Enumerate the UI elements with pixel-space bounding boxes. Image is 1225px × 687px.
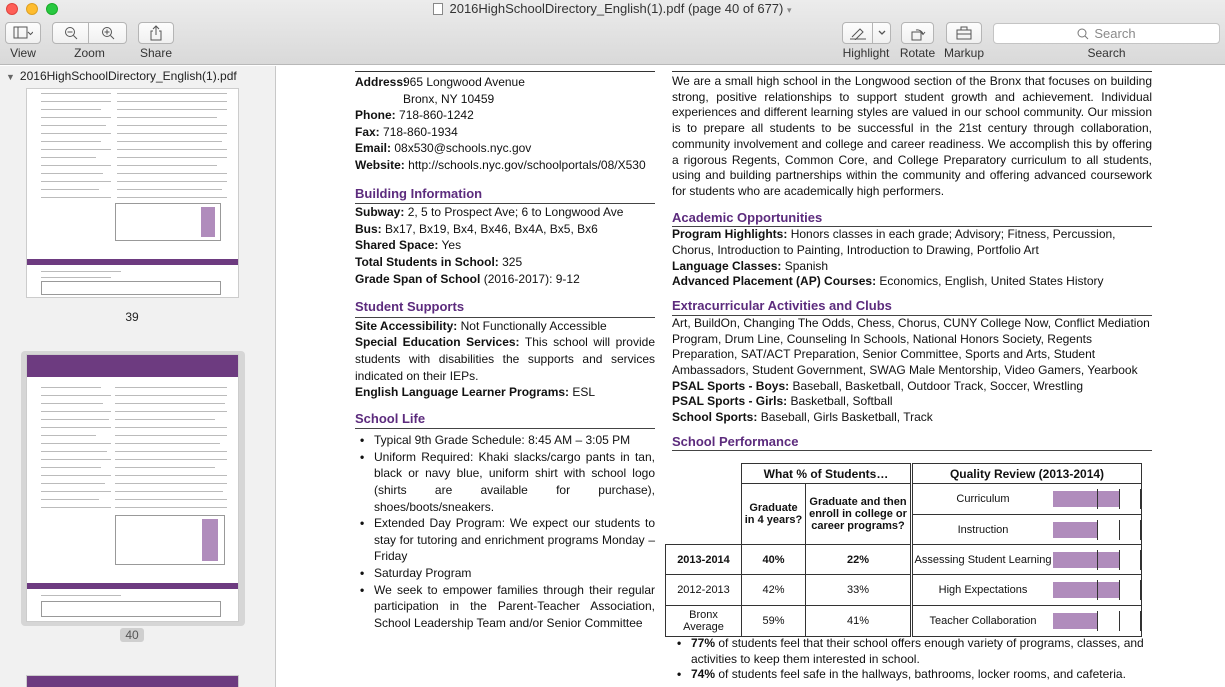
right-column [672,74,1152,451]
sped-value: This school will provide students with disabilities the supports and services indicated on their IEPs. [355,335,655,383]
share-label: Share [139,46,173,60]
zoom-in-icon [101,26,115,40]
zoom-label: Zoom [74,46,105,60]
markup-button[interactable] [946,22,982,44]
survey-bullets [672,636,1152,683]
search-field[interactable] [993,23,1220,44]
quality-bar [1053,520,1141,540]
sped-label: Special Education Services: [355,335,520,350]
subway-label: Subway: [355,205,405,220]
sidebar-file-row[interactable] [6,69,237,83]
zoom-in-button[interactable] [89,22,127,44]
email-row [355,140,655,157]
address-line-1: 965 Longwood Avenue [403,75,525,89]
extracurricular-heading: Extracurricular Activities and Clubs [672,298,1152,316]
school-life-list [355,432,655,631]
school-sports-row [672,410,1152,426]
quality-label: Curriculum [956,493,1010,505]
highlight-label: Highlight [842,46,890,60]
thumbnail-page-40[interactable] [26,354,239,622]
sidebar-view-icon [13,26,33,40]
ap-row [672,274,1152,290]
survey-text: of students feel that their school offers enough variety of programs, classes, and activities to keep them interested in school. [691,636,1144,666]
girls-sports-row [672,394,1152,410]
quality-label: Instruction [957,523,1009,536]
thumbnail-page-39[interactable] [26,88,239,298]
markup-label: Markup [943,46,984,60]
toolbar [0,0,1225,65]
ell-value: ESL [572,385,596,400]
website-row [355,157,655,174]
graduate-header: Graduate in 4 years? [742,484,806,545]
zoom-out-button[interactable] [52,22,89,44]
activities-paragraph: Art, BuildOn, Changing The Odds, Chess, Chorus, CUNY College Now, Conflict Mediation Program, Drum Line, Counseling In Schools, National Honors Society, Regents Preparation, SAT/ACT Preparation, Senior Committee, Sports and Arts, Student Ambassadors, Student Government, SWAG Male Mentorship, Video Gamers, Yearbook [672,315,1150,377]
girls-label: PSAL Sports - Girls: [672,394,788,409]
subway-value: 2, 5 to Prospect Ave; 6 to Longwood Ave [407,205,624,220]
bus-value: Bx17, Bx19, Bx4, Bx46, Bx4A, Bx5, Bx6 [385,221,598,236]
fax-value: 718-860-1934 [383,124,458,139]
share-button[interactable] [138,22,174,44]
survey-item [691,667,1152,683]
performance-heading: School Performance [672,434,1152,452]
quality-label: High Expectations [938,584,1028,596]
quality-row [912,606,1142,637]
girls-value: Basketball, Softball [790,394,893,409]
ap-value: Economics, English, United States History [879,274,1104,289]
shared-value: Yes [441,238,462,253]
list-item: • Typical 9th Grade Schedule: 8:45 AM – 3:05 PM [374,432,655,449]
list-item: • Extended Day Program: We expect our students to stay for tutoring and enrichment programs Monday – Friday [374,515,655,565]
ap-label: Advanced Placement (AP) Courses: [672,274,877,289]
quality-row [912,575,1142,606]
left-column [355,71,655,631]
subway-row [355,204,655,221]
sidebar-file-name: 2016HighSchoolDirectory_English(1).pdf [19,69,237,83]
quality-bar-fill [1053,613,1097,629]
quality-bar-fill [1053,582,1119,598]
school-sports-value: Baseball, Girls Basketball, Track [760,410,933,425]
quality-row [912,484,1142,515]
bus-label: Bus: [355,221,382,236]
highlighter-icon [849,26,867,40]
share-icon [149,25,163,41]
grade-label: Grade Span of School [355,271,481,286]
sped-row [355,334,655,384]
search-placeholder: Search [1094,26,1136,41]
language-label: Language Classes: [672,258,782,273]
students-value: 325 [502,254,523,269]
quality-row [912,515,1142,545]
highlight-menu-button[interactable] [873,22,891,44]
pdf-document-icon [433,3,443,15]
phone-value: 718-860-1242 [399,108,474,123]
row-college: 33% [806,575,912,606]
row-grad: 40% [742,545,806,575]
toolbox-icon [955,26,973,40]
shared-label: Shared Space: [355,238,439,253]
grade-span-row [355,271,655,288]
email-link[interactable]: 08x530@schools.nyc.gov [394,141,532,156]
phone-row [355,107,655,124]
survey-pct: 77% [691,636,716,650]
quality-review-header: Quality Review (2013-2014) [912,464,1142,484]
row-year: 2013-2014 [666,545,742,575]
quality-bar-fill [1053,552,1119,568]
disclosure-triangle-icon[interactable]: ▼ [6,72,15,82]
rotate-label: Rotate [899,46,936,60]
search-icon [1077,28,1089,40]
highlights-value: Honors classes in each grade; Advisory; Fitness, Percussion, Chorus, Introduction to Painting, Introduction to Drawing, Portfolio Art [672,227,1116,258]
building-heading: Building Information [355,186,655,205]
school-life-heading: School Life [355,411,655,430]
title-chevron-icon[interactable]: ▾ [786,5,792,15]
supports-heading: Student Supports [355,299,655,318]
what-header: What % of Students… [742,464,912,484]
quality-bar [1053,489,1141,509]
view-button[interactable] [5,22,41,44]
row-college: 41% [806,606,912,637]
overview-paragraph: We are a small high school in the Longwood section of the Bronx that focuses on building strong, positive relationships to support student growth and achievement. Individual experiences and different learning styles are valued in our school community. Our mission is to prepare all students to be successful in the 21st century through collaboration, community involvement and college and career readiness. We accomplish this by offering a rigorous Regents, Common Core, and College Preparatory curriculum to all students, using and building partnerships within the community and offering advanced coursework for students who are academically high performers. [672,74,1152,198]
fax-label: Fax: [355,124,380,139]
language-row [672,259,1152,275]
boys-label: PSAL Sports - Boys: [672,378,790,393]
quality-bar [1053,550,1141,570]
rotate-button[interactable] [901,22,934,44]
fax-row [355,124,655,141]
highlights-label: Program Highlights: [672,227,788,242]
list-item: • Saturday Program [374,565,655,582]
row-college: 22% [806,545,912,575]
view-label: View [10,46,36,60]
quality-row [912,545,1142,575]
boys-value: Baseball, Basketball, Outdoor Track, Soccer, Wrestling [792,378,1084,393]
address-line-2: Bronx, NY 10459 [403,91,495,106]
access-label: Site Accessibility: [355,318,458,333]
survey-pct: 74% [691,667,716,681]
performance-table [665,463,1142,637]
students-row [355,254,655,271]
list-item: • We seek to empower families through their regular participation in the Parent-Teacher Association, School Leadership Team and/or Senior Committee [374,582,655,632]
academic-heading: Academic Opportunities [672,210,1152,228]
access-value: Not Functionally Accessible [460,318,607,333]
school-sports-label: School Sports: [672,410,758,425]
bus-row [355,221,655,238]
rotate-icon [910,26,926,41]
survey-text: of students feel safe in the hallways, bathrooms, locker rooms, and cafeteria. [718,667,1126,681]
survey-item [691,636,1152,667]
thumbnail-page-number: 39 [125,310,139,324]
pdf-page-view[interactable] [277,66,1225,687]
search-label: Search [1087,46,1126,60]
accessibility-row [355,318,655,335]
row-grad: 59% [742,606,806,637]
list-item: • Uniform Required: Khaki slacks/cargo pants in tan, black or navy blue, uniform shirt with school logo (shirts are available for purchase), shoes/boots/sneakers. [374,449,655,515]
quality-bar [1053,580,1141,600]
row-year: 2012-2013 [666,575,742,606]
chevron-down-icon [878,30,886,36]
zoom-out-icon [64,26,78,40]
shared-space-row [355,237,655,254]
window-title-text: 2016HighSchoolDirectory_English(1).pdf (page 40 of 677) [449,1,784,16]
college-header: Graduate and then enroll in college or career programs? [806,484,912,545]
boys-sports-row [672,379,1152,395]
address-value [403,74,525,107]
ell-row [355,384,655,401]
phone-label: Phone: [355,108,396,123]
quality-bar-fill [1053,491,1119,507]
grade-value: (2016-2017): 9-12 [483,271,580,286]
highlights-row [672,227,1152,258]
thumbnail-sidebar [0,66,276,687]
website-link[interactable]: http://schools.nyc.gov/schoolportals/08/X530 [408,157,646,172]
email-label: Email: [355,141,392,156]
quality-label: Teacher Collaboration [929,615,1037,627]
students-label: Total Students in School: [355,254,499,269]
highlight-button[interactable] [842,22,873,44]
address-label: Address: [355,75,408,89]
window-title [0,0,1225,18]
quality-bar-fill [1053,522,1097,538]
quality-label: Assessing Student Learning [914,553,1052,566]
language-value: Spanish [784,258,829,273]
website-label: Website: [355,157,405,172]
ell-label: English Language Learner Programs: [355,385,570,400]
thumbnail-page-41[interactable] [26,675,239,687]
row-year: Bronx Average [666,606,742,637]
address-block [355,74,655,107]
quality-bar [1053,611,1141,631]
row-grad: 42% [742,575,806,606]
thumbnail-page-number-selected: 40 [120,628,144,642]
